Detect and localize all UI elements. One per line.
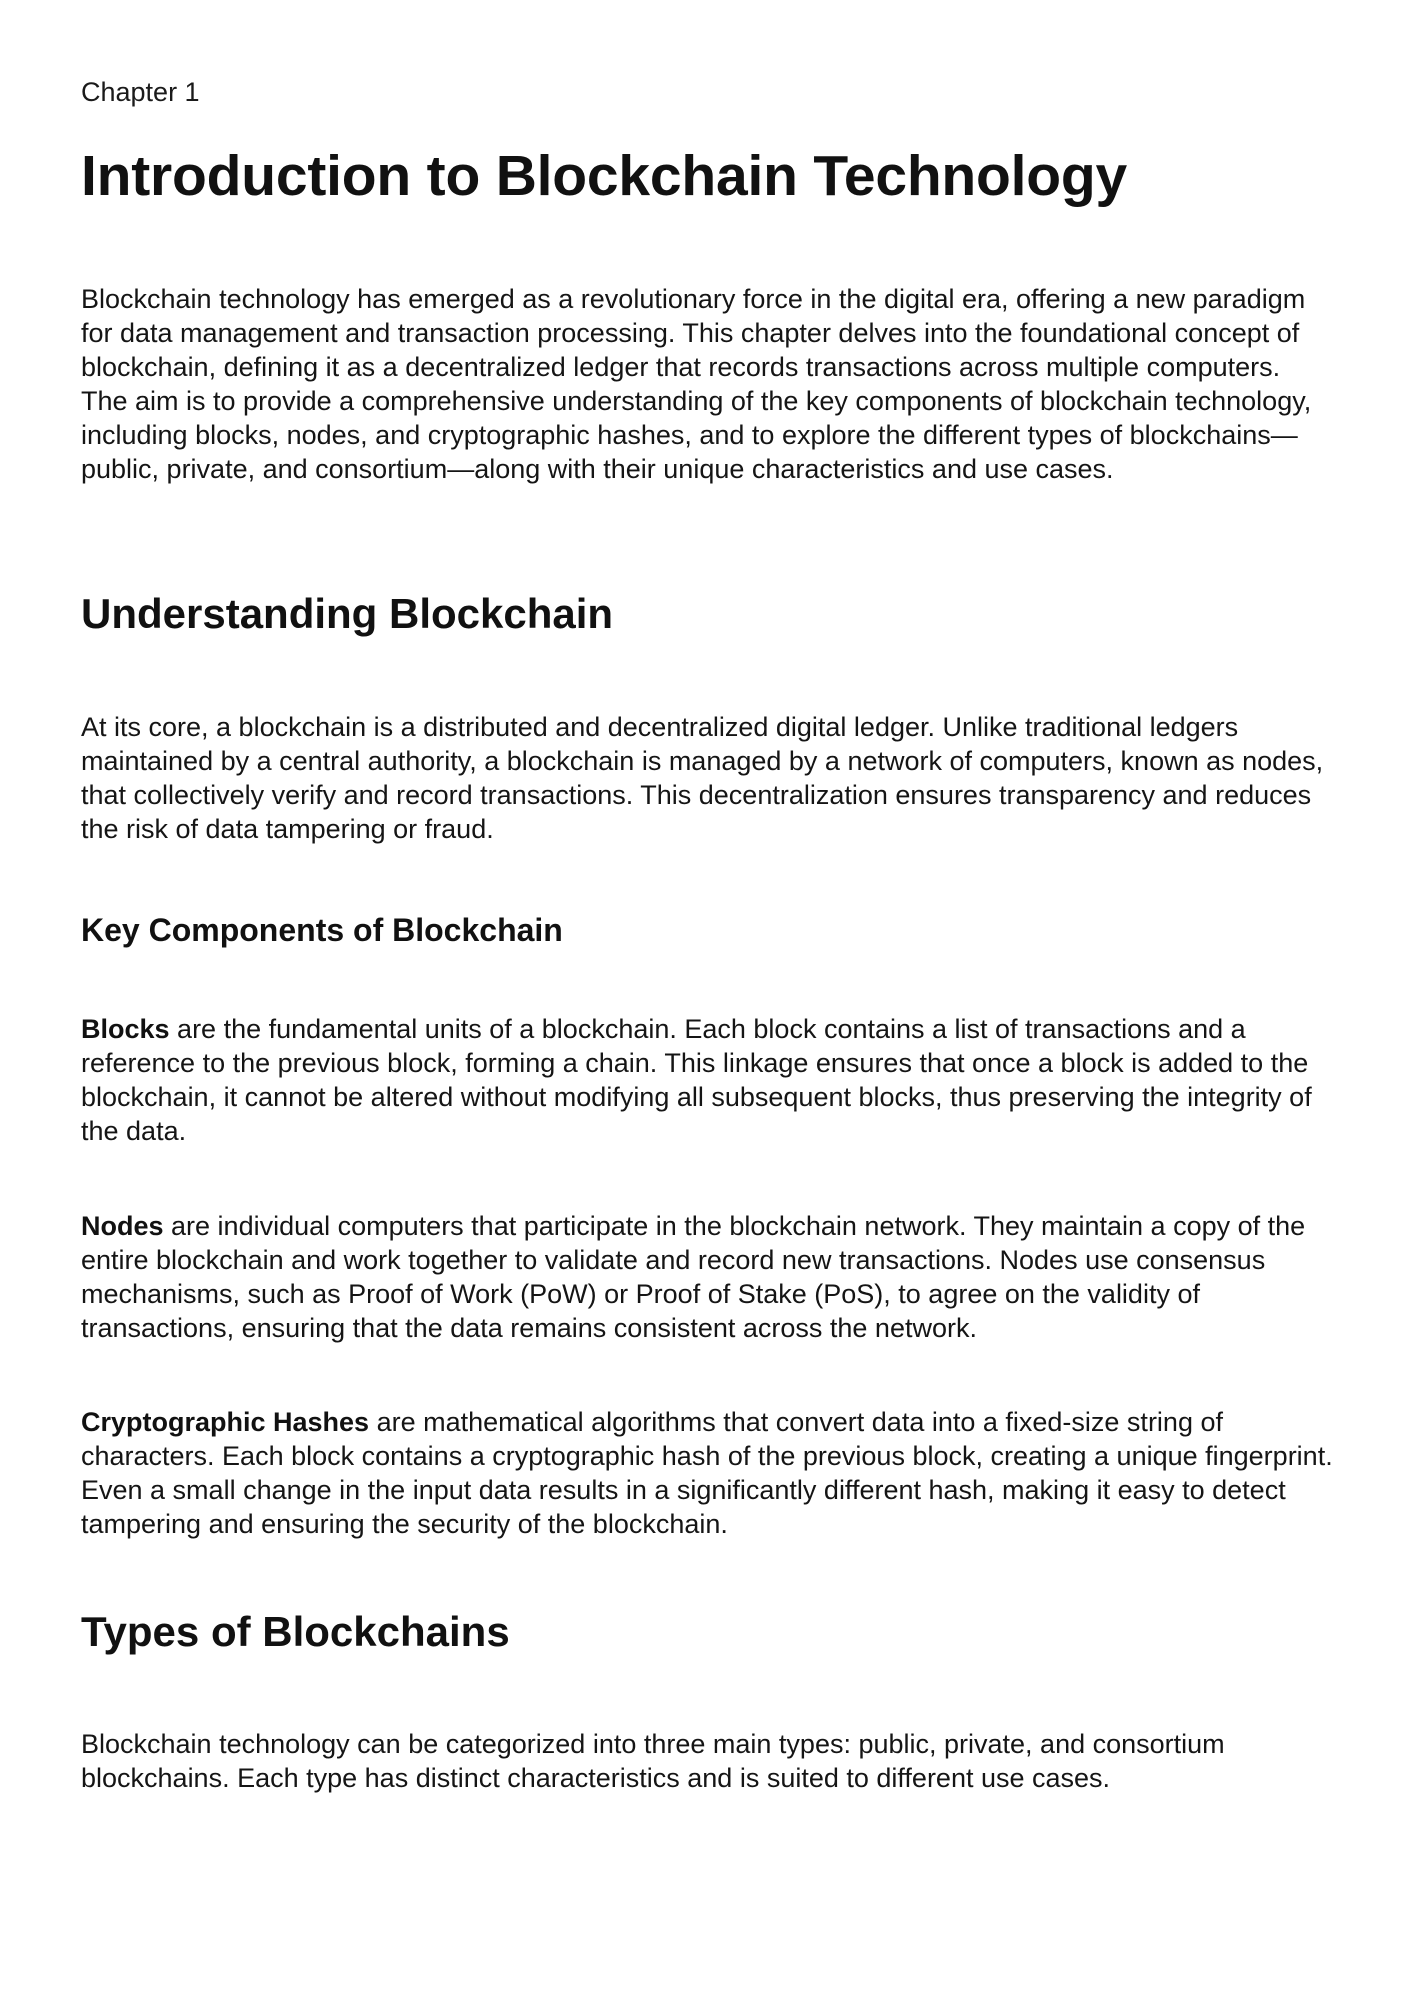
nodes-paragraph bbox=[81, 1209, 1333, 1345]
nodes-term: Nodes bbox=[81, 1211, 164, 1241]
cryptographic-hashes-paragraph bbox=[81, 1405, 1333, 1541]
nodes-description: are individual computers that participate in the blockchain network. They maintain a copy of the entire blockchain and work together to validate and record new transactions. Nodes use consensus mechanisms, such as Proof of Work (PoW) or Proof of Stake (PoS), to agree on the validity of transactions, ensuring that the data remains consistent across the network. bbox=[81, 1211, 1306, 1343]
subsection-heading-key-components: Key Components of Blockchain bbox=[81, 912, 563, 948]
cryptographic-hashes-term: Cryptographic Hashes bbox=[81, 1407, 370, 1437]
understanding-blockchain-paragraph: At its core, a blockchain is a distributed and decentralized digital ledger. Unlike traditional ledgers maintained by a central authority, a blockchain is managed by a network of computers, known as nodes, that collectively verify and record transactions. This decentralization ensures transparency and reduces the risk of data tampering or fraud. bbox=[81, 712, 1324, 844]
section-heading-types-of-blockchains: Types of Blockchains bbox=[81, 1608, 510, 1655]
section-heading-understanding-blockchain: Understanding Blockchain bbox=[81, 590, 614, 637]
chapter-label: Chapter 1 bbox=[81, 77, 200, 107]
intro-paragraph: Blockchain technology has emerged as a revolutionary force in the digital era, offering a new paradigm for data management and transaction processing. This chapter delves into the foundational concept of blockchain, defining it as a decentralized ledger that records transactions across multiple computers. The aim is to provide a comprehensive understanding of the key components of blockchain technology, including blocks, nodes, and cryptographic hashes, and to explore the different types of blockchains—public, private, and consortium—along with their unique characteristics and use cases. bbox=[81, 284, 1312, 484]
blocks-description: are the fundamental units of a blockchain. Each block contains a list of transactions and a reference to the previous block, forming a chain. This linkage ensures that once a block is added to the blockchain, it cannot be altered without modifying all subsequent blocks, thus preserving the integrity of the data. bbox=[81, 1014, 1312, 1146]
page-title: Introduction to Blockchain Technology bbox=[81, 144, 1128, 208]
blocks-paragraph bbox=[81, 1012, 1333, 1148]
cryptographic-hashes-description: are mathematical algorithms that convert data into a fixed-size string of characters. Each block contains a cryptographic hash of the previous block, creating a unique fingerprint. Even a small change in the input data results in a significantly different hash, making it easy to detect tampering and ensuring the security of the blockchain. bbox=[81, 1407, 1333, 1539]
blocks-term: Blocks bbox=[81, 1014, 170, 1044]
types-of-blockchains-paragraph: Blockchain technology can be categorized into three main types: public, private, and consortium blockchains. Each type has distinct characteristics and is suited to different use cases. bbox=[81, 1729, 1225, 1793]
